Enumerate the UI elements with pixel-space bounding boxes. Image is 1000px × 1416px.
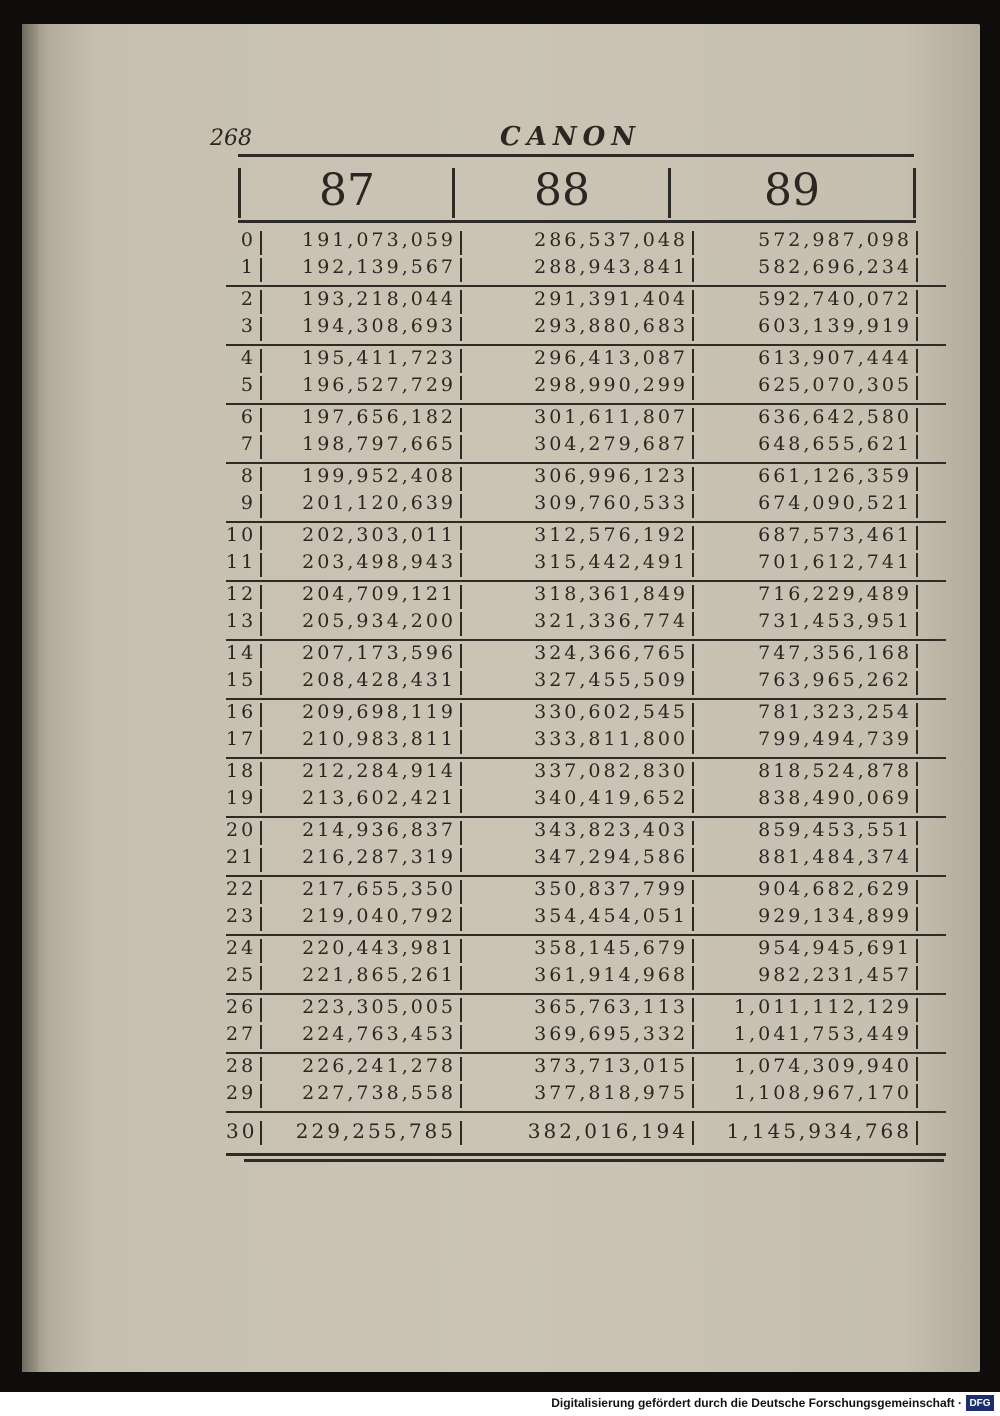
row-index: 18 [226,760,257,782]
row-index: 13 [226,610,257,632]
row-group [226,877,946,936]
table-row [226,465,946,493]
cell-88: 350,837,799 [534,878,688,900]
cell-87: 207,173,596 [302,642,456,664]
cell-88: 361,914,968 [534,964,688,986]
table-row [226,787,946,815]
row-index: 23 [226,905,257,927]
cell-87: 217,655,350 [302,878,456,900]
table-row [226,846,946,874]
page-edge-shadow [22,24,38,1372]
page-number: 268 [210,126,252,151]
table-row [226,878,946,906]
table-row [226,1082,946,1110]
cell-87: 220,443,981 [302,937,456,959]
cell-89: 818,524,878 [758,760,912,782]
table-row [226,406,946,434]
cell-88: 286,537,048 [534,229,688,251]
cell-87: 192,139,567 [302,256,456,278]
cell-88: 347,294,586 [534,846,688,868]
cell-88: 312,576,192 [534,524,688,546]
cell-88: 288,943,841 [534,256,688,278]
row-group [226,346,946,405]
row-index: 0 [240,229,256,251]
row-group [226,1054,946,1113]
table-row [226,288,946,316]
cell-87: 208,428,431 [302,669,456,691]
cell-89: 592,740,072 [758,288,912,310]
cell-89: 674,090,521 [758,492,912,514]
row-index: 26 [226,996,257,1018]
row-index: 10 [226,524,257,546]
row-index: 25 [226,964,257,986]
cell-87: 226,241,278 [302,1055,456,1077]
header-divider [913,168,916,218]
cell-87: 227,738,558 [302,1082,456,1104]
table-row [226,669,946,697]
table-row [226,760,946,788]
header-divider [452,168,455,218]
row-group [226,641,946,700]
row-index: 11 [226,551,257,573]
cell-88: 358,145,679 [534,937,688,959]
row-index: 30 [226,1119,258,1143]
cell-88: 373,713,015 [534,1055,688,1077]
cell-88: 337,082,830 [534,760,688,782]
row-group [226,700,946,759]
header-89: 89 [764,164,820,216]
cell-87: 197,656,182 [302,406,456,428]
table-row [226,347,946,375]
cell-89: 859,453,551 [758,819,912,841]
cell-88: 365,763,113 [534,996,688,1018]
head-rule [238,154,914,157]
cell-87: 193,218,044 [302,288,456,310]
cell-89: 731,453,951 [758,610,912,632]
row-index: 15 [226,669,257,691]
cell-87: 216,287,319 [302,846,456,868]
table-row [226,819,946,847]
cell-87: 198,797,665 [302,433,456,455]
table-row [226,229,946,257]
cell-87: 219,040,792 [302,905,456,927]
footer-strip [0,1392,1000,1416]
cell-89: 582,696,234 [758,256,912,278]
row-index: 5 [240,374,256,396]
cell-89: 838,490,069 [758,787,912,809]
cell-89: 701,612,741 [758,551,912,573]
cell-88: 333,811,800 [534,728,688,750]
cell-89: 781,323,254 [758,701,912,723]
cell-88: 301,611,807 [534,406,688,428]
cell-89: 747,356,168 [758,642,912,664]
row-group [226,523,946,582]
row-group [226,464,946,523]
cell-88: 321,336,774 [534,610,688,632]
cell-88: 309,760,533 [534,492,688,514]
table-row [226,1023,946,1051]
row-index: 2 [240,288,256,310]
cell-89: 625,070,305 [758,374,912,396]
table-row [226,996,946,1024]
row-index: 14 [226,642,257,664]
row-group [226,818,946,877]
header-divider [668,168,671,218]
cell-89: 1,041,753,449 [733,1023,912,1045]
row-index: 29 [226,1082,257,1104]
cell-88: 382,016,194 [527,1119,688,1143]
cell-87: 229,255,785 [295,1119,456,1143]
cell-89: 603,139,919 [758,315,912,337]
cell-87: 191,073,059 [302,229,456,251]
cell-89: 929,134,899 [758,905,912,927]
table-body [226,228,946,1162]
cell-88: 296,413,087 [534,347,688,369]
table-row [226,610,946,638]
cell-87: 213,602,421 [302,787,456,809]
cell-87: 210,983,811 [302,728,456,750]
cell-87: 201,120,639 [302,492,456,514]
table-row [226,964,946,992]
dfg-logo-icon: DFG [966,1395,994,1411]
row-index: 7 [240,433,256,455]
row-index: 12 [226,583,257,605]
cell-89: 954,945,691 [758,937,912,959]
row-index: 3 [240,315,256,337]
table-row [226,937,946,965]
cell-89: 1,108,967,170 [733,1082,912,1104]
cell-89: 636,642,580 [758,406,912,428]
row-group [226,582,946,641]
cell-89: 613,907,444 [758,347,912,369]
cell-87: 202,303,011 [302,524,456,546]
row-group [226,1113,946,1156]
table-row [226,256,946,284]
row-index: 19 [226,787,257,809]
cell-87: 223,305,005 [302,996,456,1018]
cell-89: 648,655,621 [758,433,912,455]
table-row [226,583,946,611]
cell-88: 291,391,404 [534,288,688,310]
cell-88: 377,818,975 [534,1082,688,1104]
cell-87: 195,411,723 [302,347,456,369]
table-row [226,315,946,343]
cell-89: 1,074,309,940 [733,1055,912,1077]
header-divider [238,168,241,218]
row-group [226,228,946,287]
row-index: 1 [240,256,256,278]
cell-88: 343,823,403 [534,819,688,841]
table-row [226,642,946,670]
row-index: 28 [226,1055,257,1077]
row-index: 27 [226,1023,257,1045]
row-index: 8 [240,465,256,487]
cell-88: 369,695,332 [534,1023,688,1045]
cell-88: 330,602,545 [534,701,688,723]
cell-89: 904,682,629 [758,878,912,900]
row-index: 21 [226,846,257,868]
cell-87: 203,498,943 [302,551,456,573]
cell-87: 194,308,693 [302,315,456,337]
table-row [226,905,946,933]
row-index: 22 [226,878,257,900]
cell-87: 221,865,261 [302,964,456,986]
bottom-rule [244,1159,944,1162]
row-group [226,936,946,995]
table-row [226,728,946,756]
table-row [226,492,946,520]
table-row [226,433,946,461]
cell-89: 799,494,739 [758,728,912,750]
cell-89: 1,145,934,768 [726,1119,912,1143]
cell-88: 304,279,687 [534,433,688,455]
cell-88: 315,442,491 [534,551,688,573]
cell-87: 212,284,914 [302,760,456,782]
cell-87: 204,709,121 [302,583,456,605]
cell-88: 324,366,765 [534,642,688,664]
cell-89: 687,573,461 [758,524,912,546]
cell-89: 1,011,112,129 [733,996,912,1018]
cell-88: 298,990,299 [534,374,688,396]
cell-88: 354,454,051 [534,905,688,927]
cell-88: 293,880,683 [534,315,688,337]
cell-87: 224,763,453 [302,1023,456,1045]
cell-89: 572,987,098 [758,229,912,251]
row-index: 24 [226,937,257,959]
cell-89: 982,231,457 [758,964,912,986]
row-group [226,759,946,818]
cell-87: 205,934,200 [302,610,456,632]
cell-89: 881,484,374 [758,846,912,868]
cell-89: 716,229,489 [758,583,912,605]
row-group [226,405,946,464]
cell-88: 318,361,849 [534,583,688,605]
cell-87: 196,527,729 [302,374,456,396]
cell-87: 209,698,119 [302,701,456,723]
row-index: 20 [226,819,257,841]
footer-credit: Digitalisierung gefördert durch die Deutsche Forschungsgemeinschaft · [551,1396,962,1410]
row-group [226,287,946,346]
table-row [226,551,946,579]
header-88: 88 [534,164,590,216]
running-head: CANON [500,122,642,152]
cell-89: 661,126,359 [758,465,912,487]
row-index: 6 [240,406,256,428]
cell-87: 199,952,408 [302,465,456,487]
table-row [226,1055,946,1083]
header-87: 87 [319,164,375,216]
table-row [226,374,946,402]
table-header-row [238,162,916,223]
row-index: 17 [226,728,257,750]
table-row [226,701,946,729]
table-row [226,524,946,552]
row-index: 4 [240,347,256,369]
cell-87: 214,936,837 [302,819,456,841]
row-index: 9 [240,492,256,514]
cell-88: 306,996,123 [534,465,688,487]
cell-89: 763,965,262 [758,669,912,691]
cell-88: 340,419,652 [534,787,688,809]
cell-88: 327,455,509 [534,669,688,691]
row-index: 16 [226,701,257,723]
row-group [226,995,946,1054]
table-row [226,1119,946,1147]
